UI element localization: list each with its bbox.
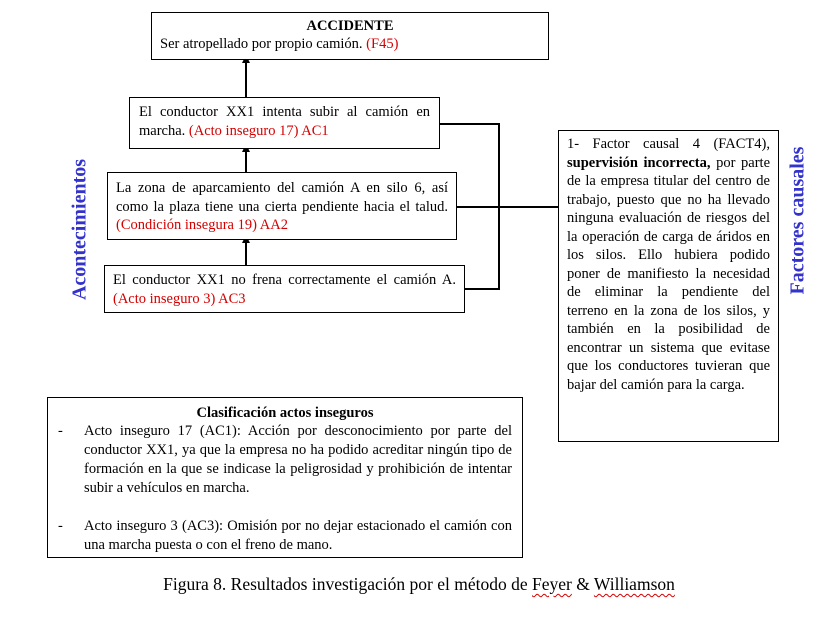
list-bullet: - bbox=[58, 518, 63, 534]
label-factores-causales: Factores causales bbox=[786, 146, 809, 295]
list-item bbox=[58, 517, 512, 555]
list-bullet: - bbox=[58, 423, 63, 439]
event-tag: (Acto inseguro 17) AC1 bbox=[188, 122, 329, 139]
list-item bbox=[58, 422, 512, 498]
accident-title: ACCIDENTE bbox=[306, 18, 394, 34]
label-acontecimientos: Acontecimientos bbox=[68, 158, 91, 301]
accident-box bbox=[151, 12, 549, 60]
event-box-ac1 bbox=[129, 97, 440, 149]
caption-author-1: Feyer bbox=[532, 574, 572, 594]
factor-prefix: 1- Factor causal 4 (FACT4), bbox=[567, 136, 770, 152]
event-tag: (Condición insegura 19) AA2 bbox=[116, 217, 288, 233]
classification-title: Clasificación actos inseguros bbox=[196, 405, 374, 421]
event-box-ac3 bbox=[104, 265, 465, 313]
caption-amp: & bbox=[571, 574, 594, 594]
classification-box bbox=[47, 397, 523, 558]
factor-bold: supervisión incorrecta, bbox=[567, 154, 711, 171]
list-item-text: Acto inseguro 17 (AC1): Acción por desconocimiento por parte del conductor XX1, ya que la empresa no ha podido acreditar ningún tipo de formación en la que se indicase la peligrosidad y prohibición de intentar subir a vehículos en marcha. bbox=[84, 423, 512, 496]
list-item-text: Acto inseguro 3 (AC3): Omisión por no dejar estacionado el camión con una marcha puesta o con el freno de mano. bbox=[84, 518, 512, 553]
event-text: El conductor XX1 intenta subir al camión en marcha. bbox=[139, 104, 430, 139]
event-box-aa2 bbox=[107, 172, 457, 240]
caption-author-2: Williamson bbox=[593, 574, 675, 594]
accident-code: (F45) bbox=[366, 36, 399, 52]
causal-factor-box bbox=[558, 130, 779, 442]
accident-description bbox=[160, 35, 540, 53]
accident-text: Ser atropellado por propio camión. bbox=[160, 36, 367, 52]
event-tag: (Acto inseguro 3) AC3 bbox=[113, 290, 246, 307]
figure-caption bbox=[0, 573, 838, 595]
event-text: El conductor XX1 no frena correctamente el camión A. bbox=[113, 272, 456, 288]
caption-text: Figura 8. Resultados investigación por el método de bbox=[163, 574, 533, 594]
factor-rest: por parte de la empresa titular del centro de trabajo, puesto que no ha llevado ninguna evaluación de riesgos del la operación de carga de áridos en los silos. Ello hubiera podido poner de manifiesto la necesidad de eliminar la pendiente del terreno en la zona de los silos, y también en la posibilidad de encontrar un sistema que evitase que los conductores tuvieran que bajar del camión para la carga. bbox=[567, 154, 771, 393]
event-text: La zona de aparcamiento del camión A en silo 6, así como la plaza tiene una cierta pendiente hacia el talud. bbox=[116, 180, 448, 215]
